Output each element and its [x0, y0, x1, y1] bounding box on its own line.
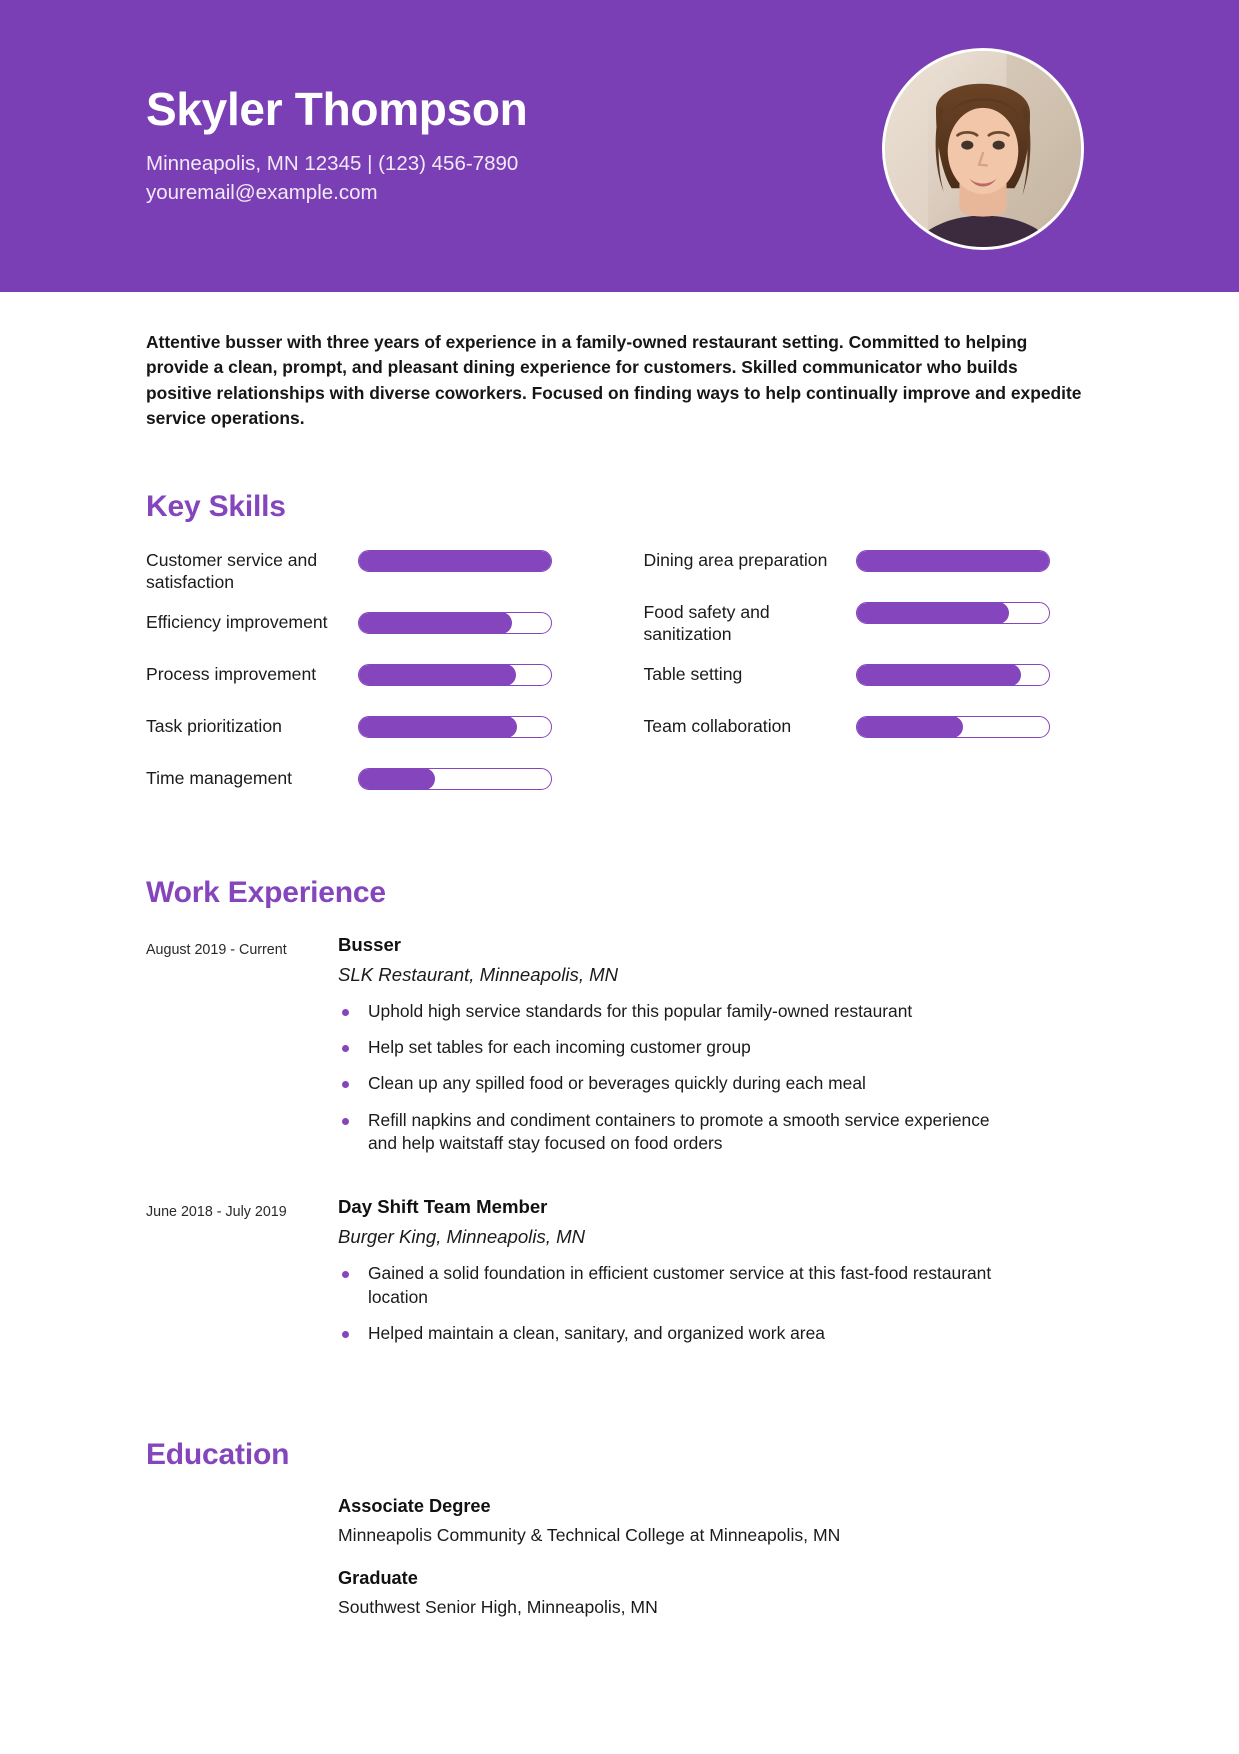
skills-column-left: [146, 548, 596, 818]
skill-bar: [856, 716, 1050, 738]
education-details: [336, 1568, 1093, 1618]
experience-entry: [146, 1196, 1093, 1380]
skill-item: [644, 662, 1094, 698]
skill-bar-fill: [856, 602, 1010, 624]
skill-bar: [856, 550, 1050, 572]
experience-bullet-list: [338, 1000, 1093, 1191]
skill-bar-fill: [856, 664, 1021, 686]
experience-details: [336, 934, 1093, 1191]
list-item-text: Gained a solid foundation in efficient customer service at this fast-food restaurant location: [368, 1263, 992, 1307]
avatar: [882, 48, 1084, 250]
education-degree: Associate Degree: [338, 1496, 491, 1517]
resume-header: [0, 0, 1239, 292]
page-title: Skyler Thompson: [146, 83, 528, 135]
experience-date: June 2018 - July 2019: [146, 1204, 287, 1221]
skill-label: Table setting: [643, 663, 743, 684]
bullet-dot-icon: [342, 1271, 349, 1278]
skill-bar: [358, 550, 552, 572]
skill-bar-fill: [358, 768, 435, 790]
education-entry: [146, 1568, 1093, 1618]
skill-bar-fill: [358, 612, 512, 634]
experience-entry: [146, 934, 1093, 1191]
experience-details: [336, 1196, 1093, 1380]
skill-bar-fill: [358, 716, 517, 738]
skill-label: Task prioritization: [146, 715, 282, 736]
skill-bar-fill: [856, 716, 964, 738]
list-item: [338, 1072, 998, 1095]
skill-bar: [358, 768, 552, 790]
list-item-text: Help set tables for each incoming customer group: [368, 1036, 751, 1057]
skill-item: [146, 714, 596, 750]
skill-label: Team collaboration: [643, 715, 792, 736]
skill-bar: [856, 602, 1050, 624]
skill-item: [146, 548, 596, 594]
bullet-dot-icon: [342, 1045, 349, 1052]
skill-item: [146, 610, 596, 646]
skill-bar: [358, 612, 552, 634]
skill-item: [644, 600, 1094, 646]
skills-grid: [146, 548, 1093, 818]
experience-date: August 2019 - Current: [146, 941, 287, 958]
education-details: [336, 1496, 1093, 1546]
list-item-text: Refill napkins and condiment containers to promote a smooth service experience and help waitstaff stay focused on food orders: [368, 1109, 990, 1153]
skills-column-right: [644, 548, 1094, 818]
list-item-text: Helped maintain a clean, sanitary, and organized work area: [368, 1322, 825, 1343]
experience-job-title: Day Shift Team Member: [338, 1196, 548, 1218]
skill-label: Time management: [146, 767, 293, 788]
bullet-dot-icon: [342, 1331, 349, 1338]
bullet-dot-icon: [342, 1081, 349, 1088]
resume-body: [0, 330, 1239, 1618]
education-school: Minneapolis Community & Technical College at Minneapolis, MN: [338, 1525, 841, 1546]
skill-label: Efficiency improvement: [146, 611, 328, 632]
skill-bar: [358, 664, 552, 686]
list-item-text: Clean up any spilled food or beverages quickly during each meal: [368, 1073, 866, 1094]
list-item-text: Uphold high service standards for this popular family-owned restaurant: [368, 1000, 913, 1021]
experience-job-title: Busser: [338, 933, 402, 955]
professional-summary: Attentive busser with three years of experience in a family-owned restaurant setting. Committed to helping provide a clean, prompt, and pleasant dining experience for customers. Skilled communicator who builds positive relationships with diverse coworkers. Focused on finding ways to help continually improve and expedite service operations.: [146, 332, 1082, 429]
portrait-icon: [885, 51, 1081, 247]
skill-item: [146, 766, 596, 802]
skill-label: Process improvement: [146, 663, 317, 684]
experience-company: Burger King, Minneapolis, MN: [338, 1226, 585, 1248]
skill-bar-fill: [358, 664, 516, 686]
skill-bar: [358, 716, 552, 738]
list-item: [338, 1322, 998, 1345]
experience-company: SLK Restaurant, Minneapolis, MN: [338, 963, 619, 985]
skill-item: [644, 714, 1094, 750]
skill-label: Customer service and satisfaction: [146, 549, 318, 593]
list-item: [338, 1000, 998, 1023]
experience-bullet-list: [338, 1262, 1093, 1380]
skill-bar-fill: [856, 550, 1050, 572]
bullet-dot-icon: [342, 1118, 349, 1125]
skill-item: [644, 548, 1094, 584]
education-degree: Graduate: [338, 1568, 418, 1589]
list-item: [338, 1109, 998, 1156]
education-entry: [146, 1496, 1093, 1546]
skill-item: [146, 662, 596, 698]
list-item: [338, 1262, 998, 1309]
section-title-education: Education: [146, 1438, 290, 1472]
section-title-work-experience: Work Experience: [146, 875, 386, 909]
skill-label: Dining area preparation: [643, 549, 828, 570]
education-date-spacer: [146, 1496, 336, 1546]
contact-email: youremail@example.com: [146, 181, 378, 205]
skill-bar-fill: [358, 550, 552, 572]
list-item: [338, 1036, 998, 1059]
skill-bar: [856, 664, 1050, 686]
contact-location-phone: Minneapolis, MN 12345 | (123) 456-7890: [146, 151, 519, 175]
education-date-spacer: [146, 1568, 336, 1618]
section-title-key-skills: Key Skills: [146, 489, 286, 523]
bullet-dot-icon: [342, 1009, 349, 1016]
education-school: Southwest Senior High, Minneapolis, MN: [338, 1597, 658, 1618]
skill-label: Food safety and sanitization: [643, 601, 770, 645]
